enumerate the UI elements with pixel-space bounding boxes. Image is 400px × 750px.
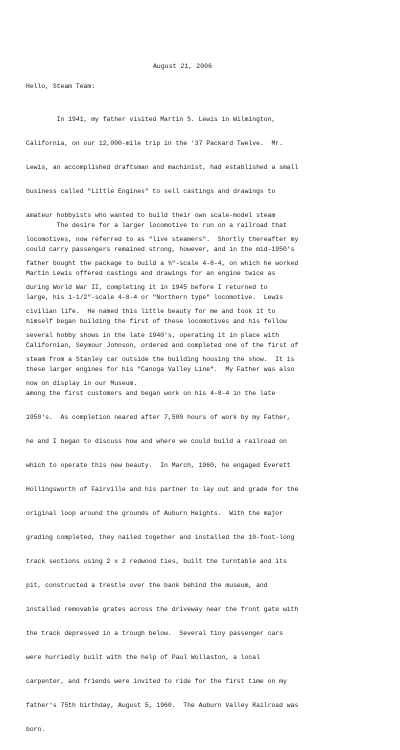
paragraph-line: father bought the package to build a ¾"-scale 4-8-4, on which he worked (26, 260, 299, 267)
paragraph-line: could carry passengers remained strong, however, and in the mid-1950's (26, 246, 295, 253)
letter-date: August 21, 2006 (152, 63, 213, 70)
paragraph-line: father's 75th birthday, August 5, 1960. The Auburn Valley Railroad was (26, 702, 299, 709)
paragraph-line: born. (26, 726, 46, 733)
paragraph-line: himself began building the first of these locomotives and his fellow (26, 318, 287, 325)
paragraph-line: California, on our 12,000-mile trip in the '37 Packard Twelve. Mr. (26, 140, 283, 147)
paragraph-2 (26, 206, 376, 750)
letter-greeting: Hello, Steam Team: (26, 83, 96, 90)
paragraph-line: which to operate this new beauty. In March, 1960, he engaged Everett (26, 462, 291, 469)
paragraph-line: Martin Lewis offered castings and drawings for an engine twice as (26, 270, 276, 277)
paragraph-line: steam from a Stanley car outside the building housing the show. It is (26, 356, 295, 363)
paragraph-line: In 1941, my father visited Martin S. Lewis in Wilmington, (26, 116, 276, 123)
paragraph-line: track sections using 2 x 2 redwood ties, built the turntable and its (26, 558, 287, 565)
paragraph-line: original loop around the grounds of Auburn Heights. With the major (26, 510, 283, 517)
paragraph-line: Lewis, an accomplished draftsman and machinist, had established a small (26, 164, 299, 171)
paragraph-line: large, his 1-1/2"-scale 4-8-4 or "Northern type" locomotive. Lewis (26, 294, 283, 301)
paragraph-line: amateur hobbyists who wanted to build their own scale-model steam (26, 212, 276, 219)
paragraph-line: Californian, Seymour Johnson, ordered and completed one of the first of (26, 342, 299, 349)
paragraph-line: The desire for a larger locomotive to run on a railroad that (26, 222, 287, 229)
paragraph-line: locomotives, now referred to as "live steamers". Shortly thereafter my (26, 236, 299, 243)
paragraph-line: these larger engines for his "Canoga Valley Line". My Father was also (26, 366, 295, 373)
paragraph-line: he and I began to discuss how and where we could build a railroad on (26, 438, 287, 445)
paragraph-line: now on display in our Museum. (26, 380, 138, 387)
paragraph-line: the track depressed in a trough below. Several tiny passenger cars (26, 630, 283, 637)
paragraph-line: business called "Little Engines" to sell castings and drawings to (26, 188, 276, 195)
paragraph-line: civilian life. He named this little beauty for me and took it to (26, 308, 276, 315)
paragraph-line: pit, constructed a trestle over the bank behind the museum, and (26, 582, 268, 589)
paragraph-line: among the first customers and began work on his 4-8-4 in the late (26, 390, 276, 397)
paragraph-line: 1950's. As completion neared after 7,500 hours of work by my Father, (26, 414, 291, 421)
paragraph-line: during World War II, completing it in 1945 before I returned to (26, 284, 268, 291)
paragraph-line: installed removable grates across the driveway near the front gate with (26, 606, 299, 613)
paragraph-line: carpenter, and friends were invited to ride for the first time on my (26, 678, 287, 685)
paragraph-line: several hobby shows in the late 1940's, operating it in place with (26, 332, 280, 339)
paragraph-line: Hollingsworth of Fairville and his partner to lay out and grade for the (26, 486, 299, 493)
paragraph-line: were hurriedly built with the help of Paul Wollaston, a local (26, 654, 260, 661)
paragraph-line: grading completed, they nailed together and installed the 10-foot-long (26, 534, 295, 541)
